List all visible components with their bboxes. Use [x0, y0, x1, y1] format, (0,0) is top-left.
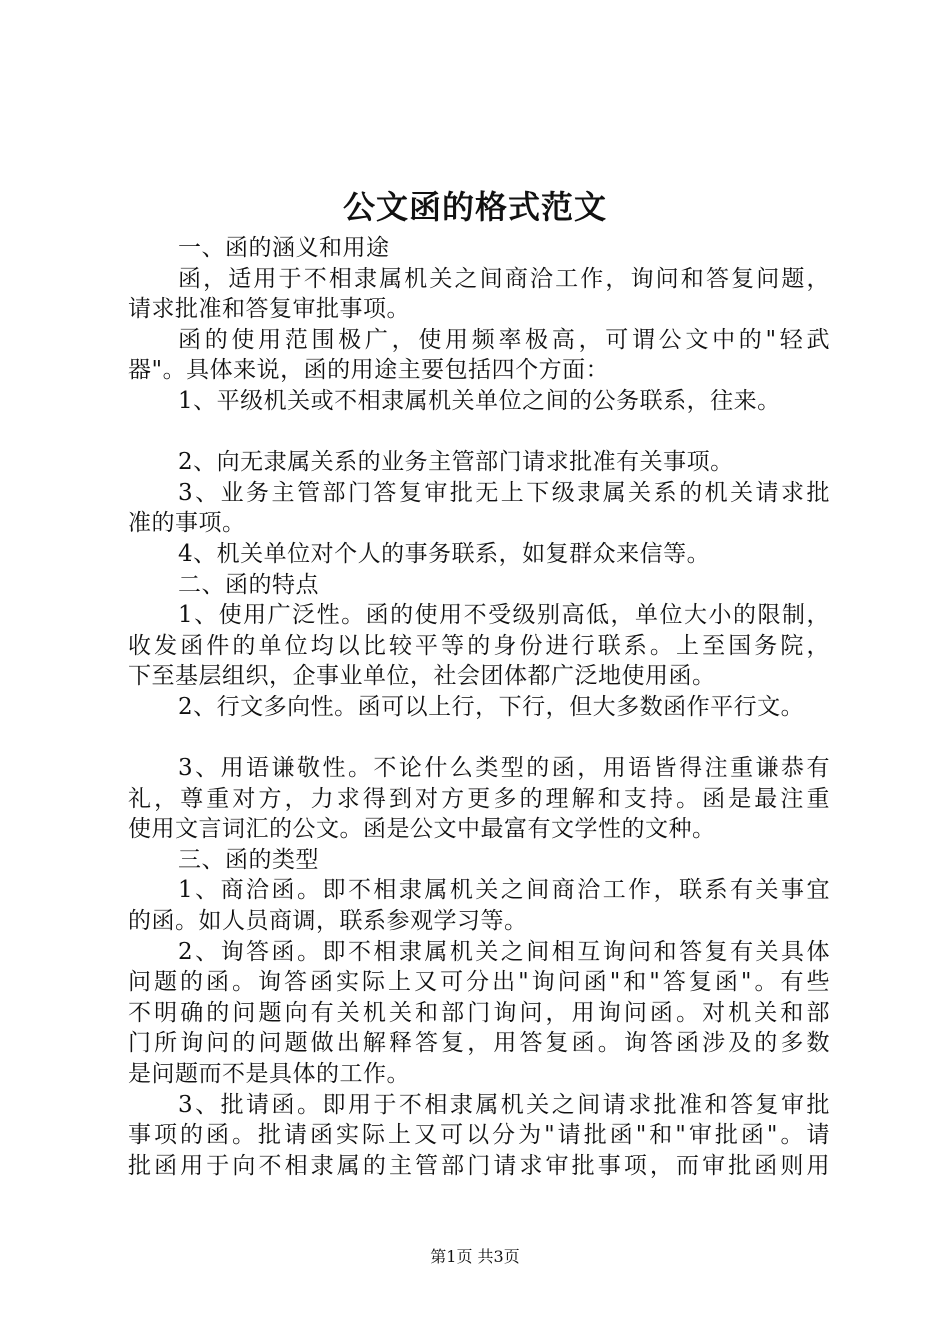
paragraph-line: 的函。如人员商调，联系参观学习等。 — [128, 908, 528, 935]
paragraph-line: 请求批准和答复审批事项。 — [128, 296, 410, 323]
paragraph-line: 2、询答函。即不相隶属机关之间相互询问和答复有关具体 — [178, 938, 830, 965]
paragraph-line: 3、批请函。即用于不相隶属机关之间请求批准和答复审批 — [178, 1091, 830, 1118]
paragraph-line: 收发函件的单位均以比较平等的身份进行联系。上至国务院， — [128, 632, 830, 659]
paragraph-line: 1、平级机关或不相隶属机关单位之间的公务联系，往来。 — [178, 387, 781, 414]
paragraph-line: 器"。具体来说，函的用途主要包括四个方面： — [128, 357, 610, 384]
blank-line — [128, 417, 830, 448]
paragraph-line: 函，适用于不相隶属机关之间商洽工作，询问和答复问题， — [178, 265, 830, 292]
paragraph-line: 门所询问的问题做出解释答复，用答复函。询答函涉及的多数 — [128, 1030, 830, 1057]
paragraph-line: 3、业务主管部门答复审批无上下级隶属关系的机关请求批 — [178, 479, 830, 506]
document-title: 公文函的格式范文 — [342, 188, 607, 226]
paragraph-line: 问题的函。询答函实际上又可分出"询问函"和"答复函"。有些 — [128, 969, 830, 996]
section-heading: 三、函的类型 — [178, 846, 319, 873]
paragraph-line: 下至基层组织，企事业单位，社会团体都广泛地使用函。 — [128, 663, 716, 690]
paragraph-line: 礼，尊重对方，力求得到对方更多的理解和支持。函是最注重 — [128, 785, 830, 812]
section-heading: 一、函的涵义和用途 — [178, 235, 390, 261]
paragraph-line: 1、使用广泛性。函的使用不受级别高低，单位大小的限制， — [178, 602, 830, 629]
paragraph-line: 函的使用范围极广，使用频率极高，可谓公文中的"轻武 — [178, 326, 830, 353]
blank-line — [128, 723, 830, 754]
paragraph-line: 批函用于向不相隶属的主管部门请求审批事项，而审批函则用 — [128, 1152, 830, 1179]
section-heading: 二、函的特点 — [178, 571, 319, 598]
paragraph-line: 1、商洽函。即不相隶属机关之间商洽工作，联系有关事宜 — [178, 877, 830, 904]
paragraph-line: 3、用语谦敬性。不论什么类型的函，用语皆得注重谦恭有 — [178, 755, 830, 782]
paragraph-line: 不明确的问题向有关机关和部门询问，用询问函。对机关和部 — [128, 999, 830, 1026]
page-number-footer: 第1页 共3页 — [430, 1247, 520, 1266]
paragraph-line: 是问题而不是具体的工作。 — [128, 1061, 410, 1088]
paragraph-line: 2、行文多向性。函可以上行，下行，但大多数函作平行文。 — [178, 693, 805, 720]
paragraph-line: 2、向无隶属关系的业务主管部门请求批准有关事项。 — [178, 449, 734, 476]
paragraph-line: 事项的函。批请函实际上又可以分为"请批函"和"审批函"。请 — [128, 1122, 830, 1149]
paragraph-line: 准的事项。 — [128, 510, 246, 537]
document-body — [128, 233, 830, 1181]
paragraph-line: 4、机关单位对个人的事务联系，如复群众来信等。 — [178, 540, 711, 567]
paragraph-line: 使用文言词汇的公文。函是公文中最富有文学性的文种。 — [128, 816, 716, 843]
